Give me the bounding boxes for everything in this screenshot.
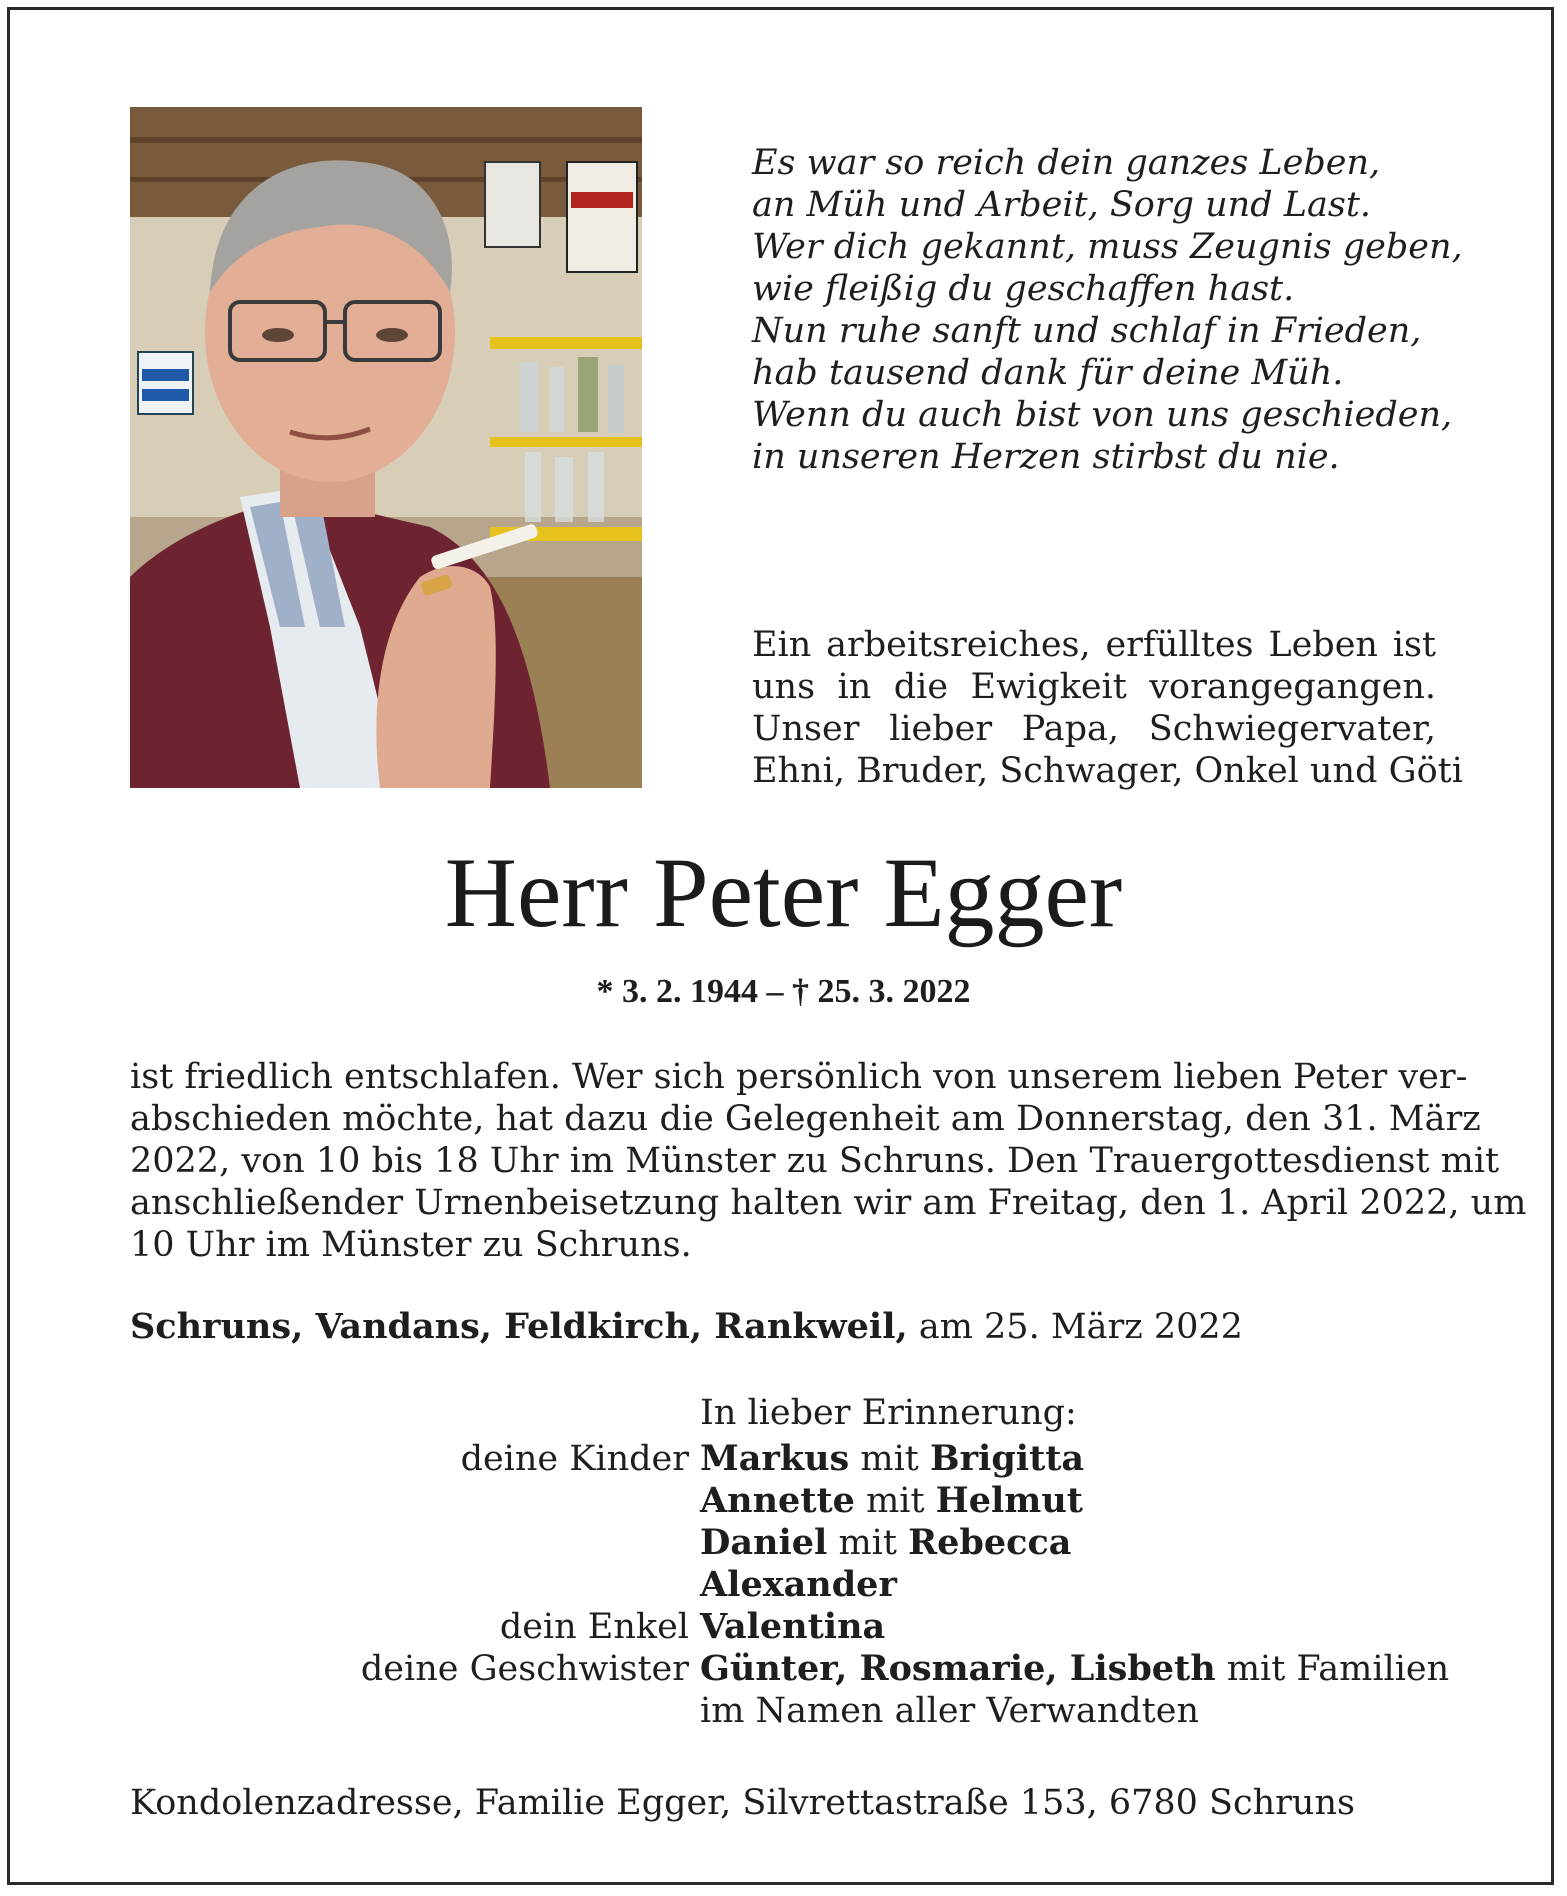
sibling-suffix: mit Familien <box>1226 1649 1450 1689</box>
role-label: deine Kinder <box>460 1439 689 1479</box>
poem-line: hab tausend dank für deine Müh. <box>752 353 1344 393</box>
life-dates: * 3. 2. 1944 – † 25. 3. 2022 <box>596 973 971 1010</box>
family-row <box>0 1480 1567 1522</box>
partner-name: Rebecca <box>908 1522 1072 1563</box>
memorial-poem <box>752 142 1472 478</box>
connector: mit <box>838 1523 897 1563</box>
family-row <box>0 1522 1567 1564</box>
family-list <box>0 1438 1567 1732</box>
role-label: dein Enkel <box>499 1607 689 1647</box>
intro-line: Ein arbeitsreiches, erfülltes Leben ist <box>752 625 1436 665</box>
portrait-photo <box>130 107 642 788</box>
family-names <box>700 1648 1449 1690</box>
connector: mit <box>860 1439 919 1479</box>
family-row <box>0 1648 1567 1690</box>
details-line: 10 Uhr im Münster zu Schruns. <box>130 1225 692 1265</box>
poem-line: an Müh und Arbeit, Sorg und Last. <box>752 185 1372 225</box>
intro-line: Unser lieber Papa, Schwiegervater, <box>752 709 1436 749</box>
family-row <box>0 1438 1567 1480</box>
family-row <box>0 1606 1567 1648</box>
poem-line: Es war so reich dein ganzes Leben, <box>752 143 1381 183</box>
family-row <box>0 1564 1567 1606</box>
family-names <box>700 1564 897 1606</box>
poem-line: wie fleißig du geschaffen hast. <box>752 269 1295 309</box>
child-name: Alexander <box>700 1564 897 1605</box>
place-and-date <box>130 1306 1243 1348</box>
child-name: Annette <box>700 1480 855 1521</box>
details-line: ist friedlich entschlafen. Wer sich persönlich von unserem lieben Peter ver- <box>130 1057 1468 1097</box>
family-names <box>700 1480 1083 1522</box>
partner-name: Brigitta <box>930 1438 1085 1479</box>
partner-name: Helmut <box>935 1480 1083 1521</box>
intro-line: uns in die Ewigkeit vorangegangen. <box>752 667 1436 707</box>
deceased-name: Herr Peter Egger <box>444 837 1123 948</box>
family-names <box>700 1606 885 1648</box>
details-line: anschließender Urnenbeisetzung halten wir am Freitag, den 1. April 2022, um <box>130 1183 1527 1223</box>
child-name: Markus <box>700 1438 850 1479</box>
place-date: am 25. März 2022 <box>918 1307 1243 1347</box>
connector: mit <box>866 1481 925 1521</box>
details-line: 2022, von 10 bis 18 Uhr im Münster zu Schruns. Den Trauergottesdienst mit <box>130 1141 1500 1181</box>
family-names <box>700 1438 1084 1480</box>
closing-line: im Namen aller Verwandten <box>700 1691 1199 1731</box>
funeral-details <box>130 1056 1527 1266</box>
poem-line: Wer dich gekannt, muss Zeugnis geben, <box>752 227 1463 267</box>
poem-line: Nun ruhe sanft und schlaf in Frieden, <box>752 311 1422 351</box>
intro-line: Ehni, Bruder, Schwager, Onkel und Göti <box>752 751 1463 791</box>
role-label: deine Geschwister <box>360 1649 689 1689</box>
place-towns: Schruns, Vandans, Feldkirch, Rankweil, <box>130 1306 908 1347</box>
grandchild-name: Valentina <box>700 1606 886 1647</box>
family-names <box>700 1522 1071 1564</box>
intro-paragraph <box>752 624 1463 792</box>
condolence-address: Kondolenzadresse, Familie Egger, Silvrettastraße 153, 6780 Schruns <box>130 1783 1355 1823</box>
poem-line: in unseren Herzen stirbst du nie. <box>752 437 1340 477</box>
memory-title: In lieber Erinnerung: <box>700 1393 1077 1433</box>
child-name: Daniel <box>700 1522 828 1563</box>
details-line: abschieden möchte, hat dazu die Gelegenheit am Donnerstag, den 31. März <box>130 1099 1481 1139</box>
poem-line: Wenn du auch bist von uns geschieden, <box>752 395 1453 435</box>
sibling-names: Günter, Rosmarie, Lisbeth <box>700 1648 1216 1689</box>
family-row <box>0 1690 1567 1732</box>
